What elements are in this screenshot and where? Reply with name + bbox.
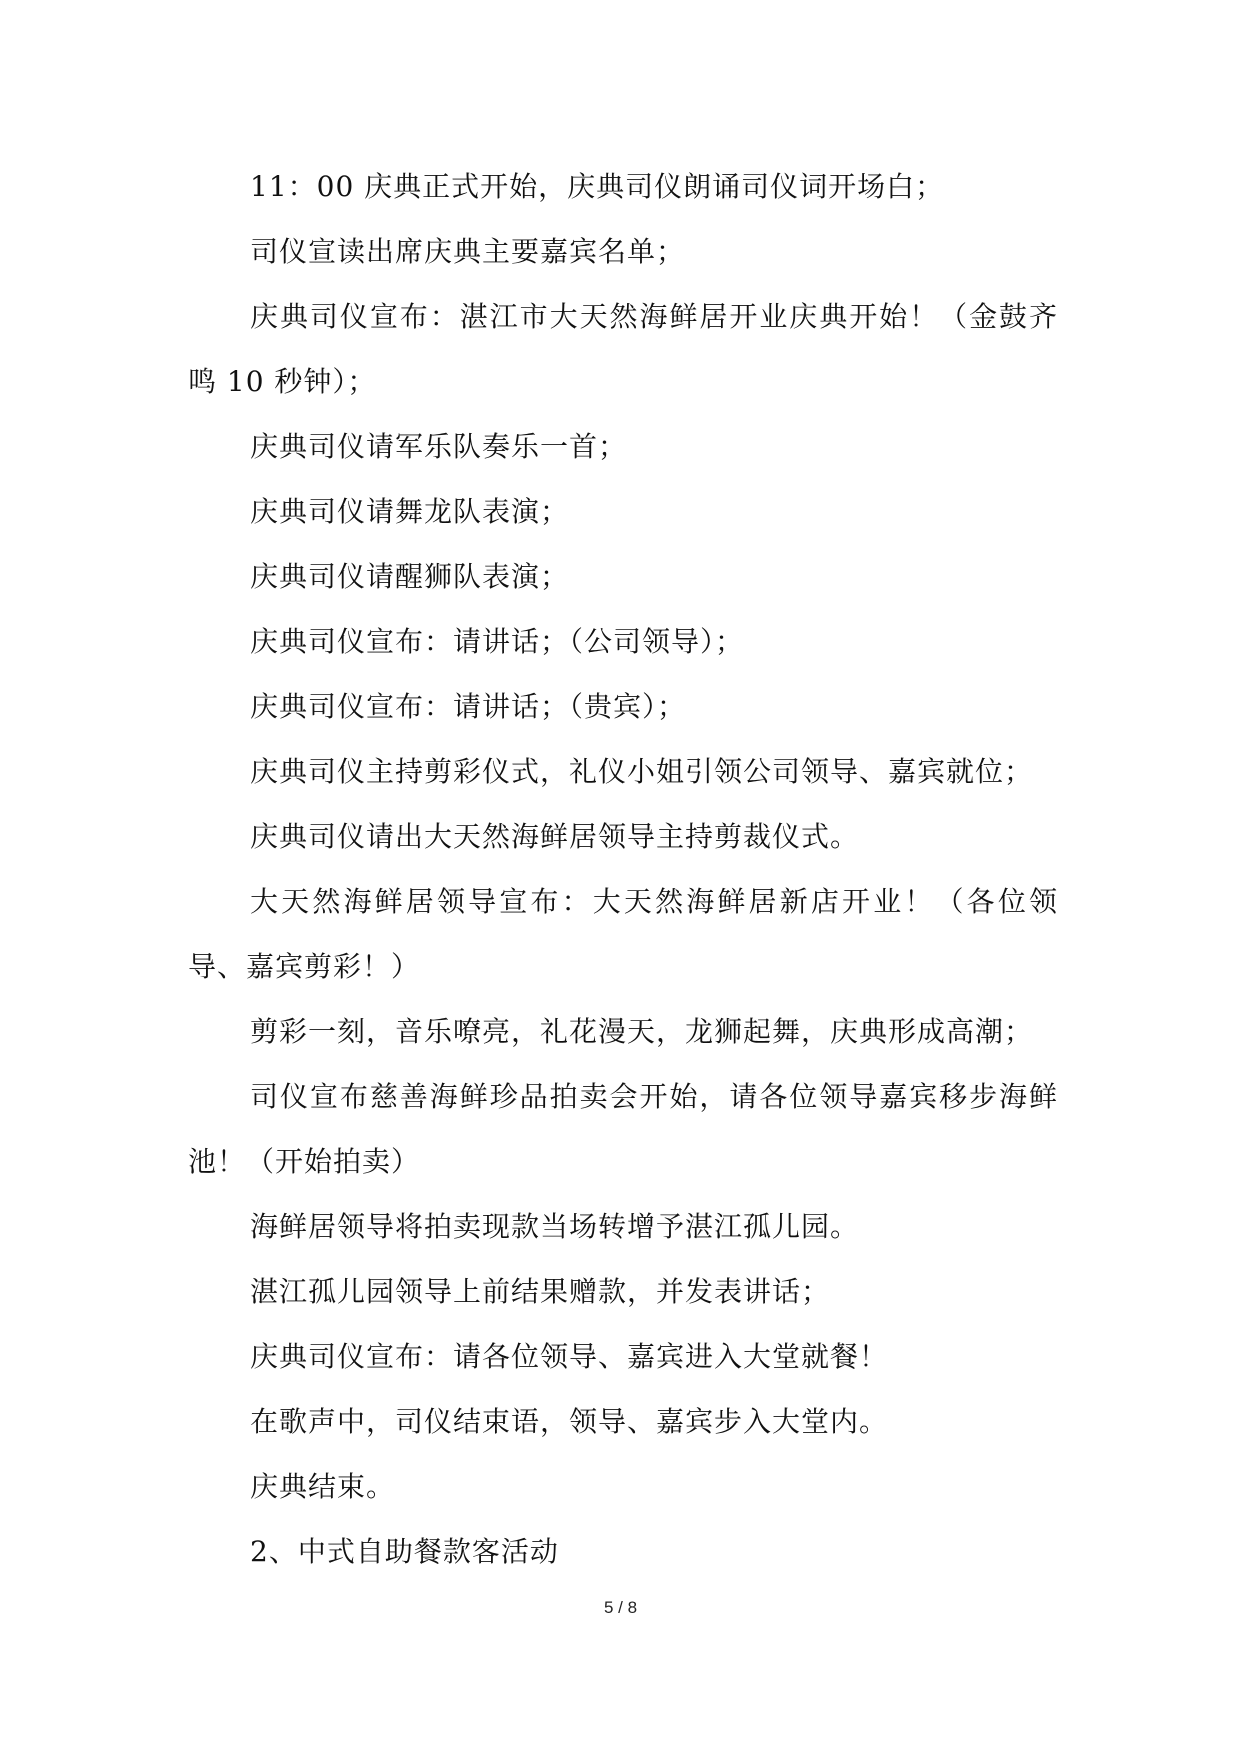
paragraph-ribbon-cutting: 庆典司仪主持剪彩仪式，礼仪小姐引领公司领导、嘉宾就位；: [250, 755, 1034, 788]
paragraph-dining: 庆典司仪宣布：请各位领导、嘉宾进入大堂就餐！: [250, 1340, 889, 1373]
paragraph-dragon-dance: 庆典司仪请舞龙队表演；: [250, 495, 570, 528]
paragraph-store-opening: 大天然海鲜居领导宣布：大天然海鲜居新店开业！（各位领导、嘉宾剪彩！）: [188, 885, 1058, 983]
paragraph-auction-start: 司仪宣布慈善海鲜珍品拍卖会开始，请各位领导嘉宾移步海鲜池！（开始拍卖）: [188, 1080, 1058, 1178]
paragraph-ceremony-start: 庆典司仪宣布：湛江市大天然海鲜居开业庆典开始！（金鼓齐鸣 10 秒钟）；: [188, 300, 1058, 398]
paragraph-end: 庆典结束。: [250, 1470, 396, 1503]
paragraph-donation: 海鲜居领导将拍卖现款当场转增予湛江孤儿园。: [250, 1210, 860, 1243]
paragraph-climax: 剪彩一刻，音乐嘹亮，礼花漫天，龙狮起舞，庆典形成高潮；: [250, 1015, 1034, 1048]
paragraph-guest-speech: 庆典司仪宣布：请讲话；（贵宾）；: [250, 690, 687, 723]
paragraph-lion-dance: 庆典司仪请醒狮队表演；: [250, 560, 570, 593]
paragraph-opening: 11：00 庆典正式开始，庆典司仪朗诵司仪词开场白；: [250, 170, 945, 203]
paragraph-leader-ceremony: 庆典司仪请出大天然海鲜居领导主持剪裁仪式。: [250, 820, 860, 853]
paragraph-guest-list: 司仪宣读出席庆典主要嘉宾名单；: [250, 235, 686, 268]
paragraph-orphanage-speech: 湛江孤儿园领导上前结果赠款，并发表讲话；: [250, 1275, 831, 1308]
section-heading-buffet: 2、中式自助餐款客活动: [250, 1535, 559, 1568]
paragraph-closing-remarks: 在歌声中，司仪结束语，领导、嘉宾步入大堂内。: [250, 1405, 889, 1438]
paragraph-military-band: 庆典司仪请军乐队奏乐一首；: [250, 430, 628, 463]
document-body: [188, 154, 1058, 1584]
paragraph-company-speech: 庆典司仪宣布：请讲话；（公司领导）；: [250, 625, 745, 658]
page-number: 5 / 8: [603, 1598, 638, 1617]
